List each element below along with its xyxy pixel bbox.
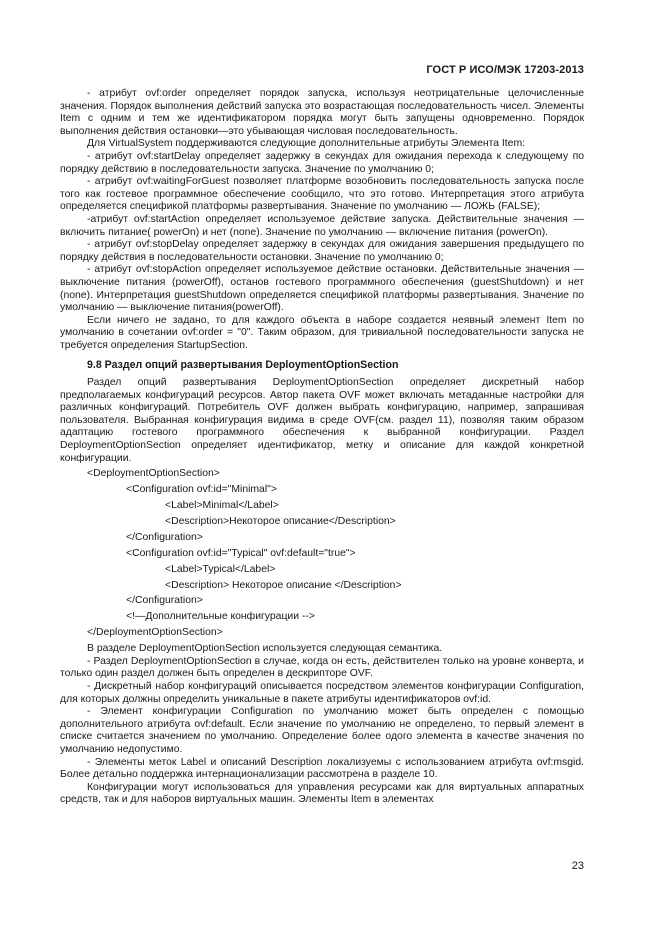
paragraph-waitingforguest: - атрибут ovf:waitingForGuest позволяет платформе возобновить последовательность запуска после того как гостевое программное обеспечение сообщило, что это готово. Интерпретация этого атрибута определяется спецификой платформы развертывания. Значение по умолчанию — ЛОЖЬ (FALSE); — [60, 176, 584, 213]
xml-code-block — [60, 466, 584, 641]
section-intro: Раздел опций развертывания DeploymentOptionSection определяет дискретный набор предполагаемых конфигураций ресурсов. Автор пакета OVF может включать метаданные настройки для различных конфигураций. Потребитель OVF должен выбрать конфигурацию, например, запрашивая пользователя. Выбранная конфигурация видима в среде OVF(см. раздел 11), позволяя таким образом адаптацию гостевого программного обеспечения к выбранной конфигурации. Раздел DeploymentOptionSection определяет идентификатор, метку и описание для каждой конкретной конфигурации. — [60, 377, 584, 464]
paragraph-order-attribute: - атрибут ovf:order определяет порядок запуска, используя неотрицательные целочисленные значения. Порядок выполнения действий запуска это возрастающая последовательность чисел. Элементы Item с одним и тем же идентификатором порядка могут быть запущены одновременно. Порядок выполнения действия остановки—это убывающая числовая последовательность. — [60, 88, 584, 137]
standard-header: ГОСТ Р ИСО/МЭК 17203-2013 — [426, 64, 584, 76]
code-line: <Configuration ovf:id="Minimal"> — [126, 484, 277, 496]
paragraph-stopdelay: - атрибут ovf:stopDelay определяет задержку в секундах для ожидания завершения предыдущего по порядку действия в последовательности остановки. Значение по умолчанию 0; — [60, 239, 584, 263]
paragraph-localization: - Элементы меток Label и описаний Description локализуемы с использованием атрибута ovf:msgid. Более детально поддержка интернационализации рассмотрена в разделе 10. — [60, 756, 584, 781]
code-line: <Description> Некоторое описание </Description> — [165, 579, 402, 591]
paragraph-default-configuration: - Элемент конфигурации Configuration по умолчанию может быть определен с помощью дополнительного атрибута ovf:default. Если значение по умолчанию не определено, то первый элемент в списке считается значением по умолчанию. Определение более одого элемента в качестве значения по умолчанию недопустимо. — [60, 706, 584, 755]
code-line: <Label>Minimal</Label> — [165, 500, 279, 512]
code-line: </Configuration> — [126, 531, 203, 543]
code-line: <Description>Некоторое описание</Description> — [165, 515, 396, 527]
paragraph-semantics: В разделе DeploymentOptionSection используется следующая семантика. — [87, 643, 443, 655]
paragraph-envelope-level: - Раздел DeploymentOptionSection в случае, когда он есть, действителен только на уровне конверта, и только один раздел должен быть определен в дескрипторе OVF. — [60, 655, 584, 680]
paragraph-startaction: -атрибут ovf:startAction определяет используемое действие запуска. Действительные значения — включить питание( powerOn) и нет (none). Значение по умолчанию — включение питания (powerOn). — [60, 213, 584, 238]
paragraph-virtualsystem-attributes: Для VirtualSystem поддерживаются следующие дополнительные атрибуты Элемента Item: — [87, 138, 525, 150]
page-body — [60, 88, 584, 807]
paragraph-default-item: Если ничего не задано, то для каждого объекта в наборе создается неявный элемент Item по умолчанию в сочетании ovf:order = "0". Таким образом, для тривиальной последовательности запуска не требуется определения StartupSection. — [60, 314, 584, 351]
code-line: <Label>Typical</Label> — [165, 563, 276, 575]
page-number: 23 — [571, 860, 584, 872]
code-line: <DeploymentOptionSection> — [87, 468, 220, 480]
paragraph-configuration-set: - Дискретный набор конфигураций описывается посредством элементов конфигурации Configuration, для которых должны определить уникальные в пакете атрибуты идентификаторов ovf:id. — [60, 680, 584, 705]
code-line: <!—Дополнительные конфигурации --> — [126, 611, 315, 623]
paragraph-startdelay: - атрибут ovf:startDelay определяет задержку в секундах для ожидания перехода к следующему по порядку действию в последовательности запуска. Значение по умолчанию 0; — [60, 150, 584, 175]
code-line: </Configuration> — [126, 595, 203, 607]
paragraph-configurations-usage: Конфигурации могут использоваться для управления ресурсами как для виртуальных аппаратных средств, так и для наборов виртуальных машин. Элементы Item в элементах — [60, 781, 584, 806]
paragraph-stopaction: - атрибут ovf:stopAction определяет используемое действие остановки. Действительные значения — выключение питания (powerOff), останов гостевого программного обеспечения (guestShutdown) и нет (none). Интерпретация guestShutdown определяется спецификой платформы развертывания. Значение по умолчанию — выключение питания(powerOff). — [60, 264, 584, 314]
section-heading: 9.8 Раздел опций развертывания DeploymentOptionSection — [87, 359, 399, 372]
code-line: <Configuration ovf:id="Typical" ovf:default="true"> — [126, 547, 356, 559]
code-line: </DeploymentOptionSection> — [87, 627, 223, 639]
